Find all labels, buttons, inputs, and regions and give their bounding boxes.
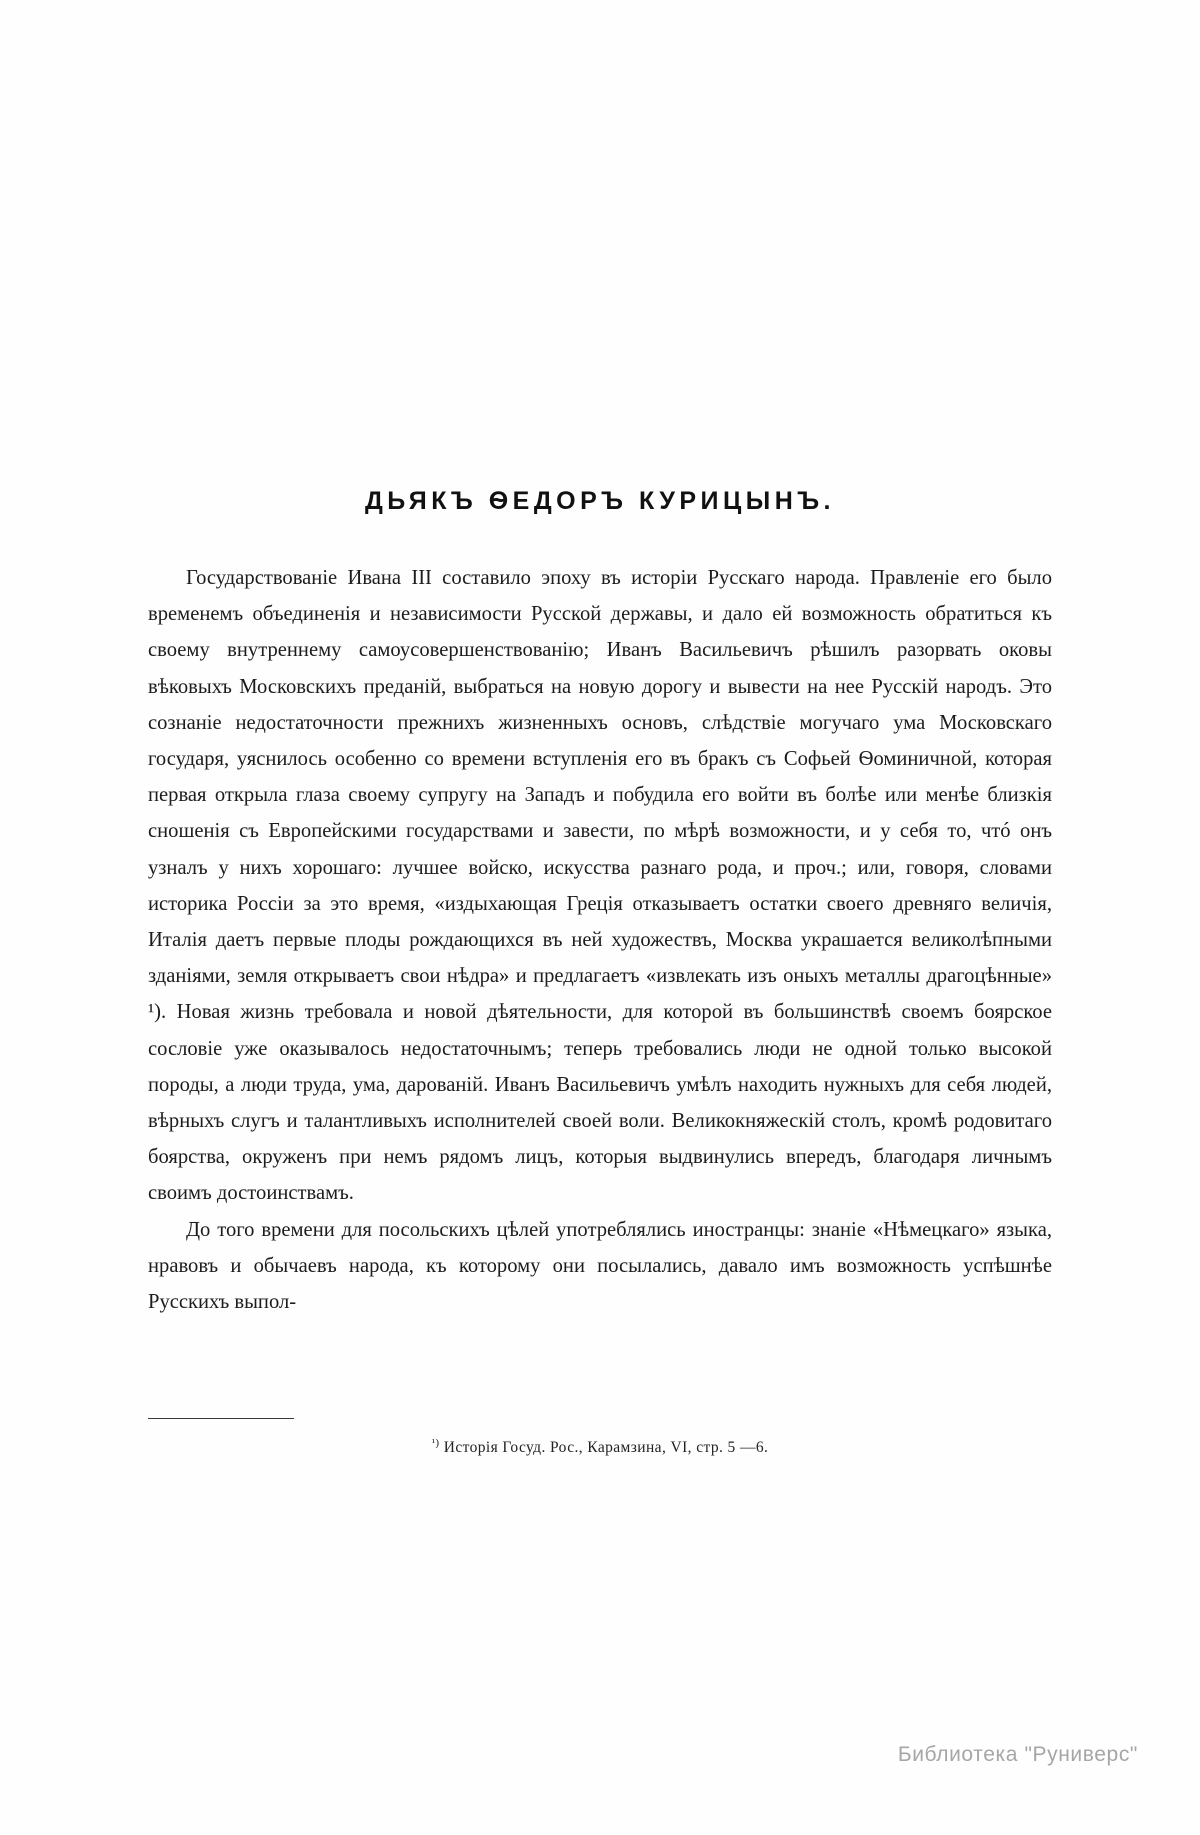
footnote-marker: ¹): [431, 1437, 440, 1449]
paragraph-1: [148, 560, 1052, 1212]
paragraph-2-text: До того времени для посольскихъ цѣлей употреблялись иностранцы: знаніе «Нѣмецкаго» языка, нравовъ и обычаевъ народа, къ которому они посылались, давало имъ возможность успѣшнѣе Русскихъ выпол-: [148, 1218, 1052, 1314]
footnote-divider: [148, 1418, 294, 1419]
page-title: ДЬЯКЪ ѲЕДОРЪ КУРИЦЫНЪ.: [364, 486, 836, 515]
page-content-area: [148, 0, 1052, 1835]
library-watermark: Библиотека "Руниверс": [897, 1743, 1138, 1766]
paragraph-2: [148, 1212, 1052, 1321]
footnote-text: Исторія Госуд. Рос., Карамзина, VI, стр. 5 —6.: [443, 1439, 769, 1457]
paragraph-1-text: Государствованіе Ивана III составило эпоху въ исторіи Русскаго народа. Правленіе его было временемъ объединенія и независимости Русской державы, и дало ей возможность обратиться къ своему внутреннему самоусовершенствованію; Иванъ Васильевичъ рѣшилъ разорвать оковы вѣковыхъ Московскихъ преданій, выбраться на новую дорогу и вывести на нее Русскій народъ. Это сознаніе недостаточности прежнихъ жизненныхъ основъ, слѣдствіе могучаго ума Московскаго государя, уяснилось особенно со времени вступленія его въ бракъ съ Софьей Ѳоминичной, которая первая открыла глаза своему супругу на Западъ и побудила его войти въ болѣе или менѣе близкія сношенія съ Европейскими государствами и завести, по мѣрѣ возможности, и у себя то, чтó онъ узналъ у нихъ хорошаго: лучшее войско, искусства разнаго рода, и проч.; или, говоря, словами историка Россіи за это время, «издыхающая Греція отказываетъ остатки своего древняго величія, Италія даетъ первые плоды рождающихся въ ней художествъ, Москва украшается великолѣпными зданіями, земля открываетъ свои нѣдра» и предлагаетъ «извлекать изъ оныхъ металлы драгоцѣнные» ¹). Новая жизнь требовала и новой дѣятельности, для которой въ большинствѣ своемъ боярское сословіе уже оказывалось недостаточнымъ; теперь требовались люди не одной только высокой породы, а люди труда, ума, дарованій. Иванъ Васильевичъ умѣлъ находить нужныхъ для себя людей, вѣрныхъ слугъ и талантливыхъ исполнителей своей воли. Великокняжескій столъ, кромѣ родовитаго боярства, окруженъ при немъ рядомъ лицъ, которыя выдвинулись впередъ, благодаря личнымъ своимъ достоинствамъ.: [148, 567, 1052, 1205]
footnote: [148, 1432, 1052, 1459]
document-body: [148, 560, 1052, 1320]
